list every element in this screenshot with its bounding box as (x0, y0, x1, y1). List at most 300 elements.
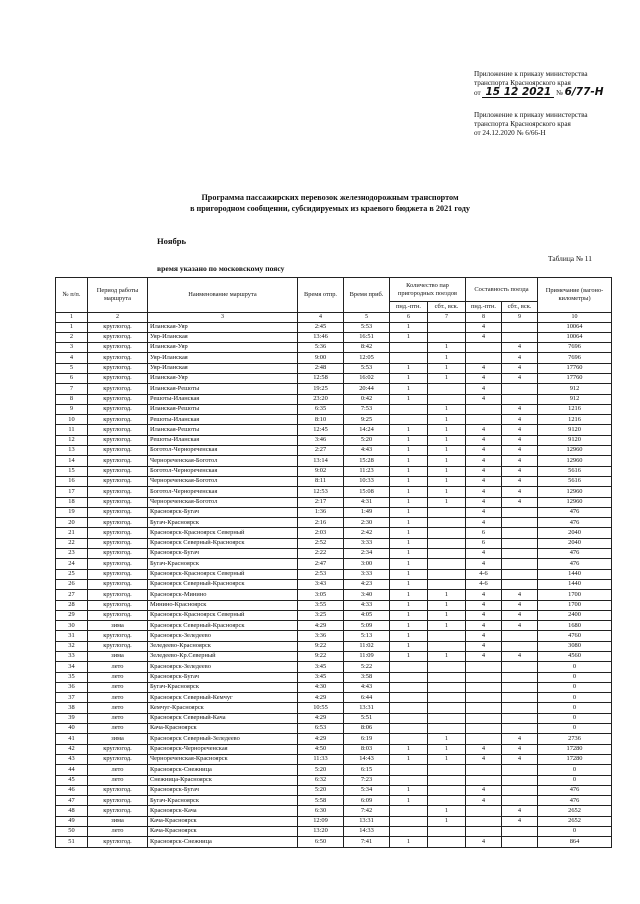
row-pairs-weekend (428, 837, 466, 847)
table-row (56, 610, 612, 620)
table-row (56, 827, 612, 837)
row-route-name: Красноярск-Снежница (148, 837, 298, 847)
table-row (56, 549, 612, 559)
row-comp-weekday: 4 (466, 837, 502, 847)
row-pairs-weekend: 1 (428, 415, 466, 425)
col-header-pairs: Количество пар пригородных поездов (390, 278, 466, 302)
row-number: 37 (56, 693, 88, 703)
column-number: 3 (148, 313, 298, 323)
row-number: 8 (56, 394, 88, 404)
row-note: 2736 (538, 734, 612, 744)
row-comp-weekend: 4 (502, 497, 538, 507)
row-departure: 4:29 (298, 713, 344, 723)
row-pairs-weekday: 1 (390, 744, 428, 754)
row-pairs-weekday (390, 343, 428, 353)
row-comp-weekday (466, 724, 502, 734)
row-pairs-weekday (390, 765, 428, 775)
row-period: лето (88, 682, 148, 692)
row-note: 0 (538, 713, 612, 723)
column-number: 2 (88, 313, 148, 323)
row-number: 4 (56, 353, 88, 363)
table-row (56, 353, 612, 363)
row-route-name: Решоты-Иланская (148, 394, 298, 404)
row-comp-weekend (502, 507, 538, 517)
row-departure: 6:53 (298, 724, 344, 734)
schedule-rows (56, 322, 612, 847)
column-number: 8 (466, 313, 502, 323)
timezone-note: время указано по московскому поясу (157, 264, 285, 273)
row-note: 12960 (538, 456, 612, 466)
row-departure: 2:53 (298, 569, 344, 579)
row-pairs-weekend: 1 (428, 446, 466, 456)
row-arrival: 3:33 (344, 569, 390, 579)
row-arrival: 6:15 (344, 765, 390, 775)
row-period: круглогод. (88, 384, 148, 394)
row-arrival: 4:43 (344, 446, 390, 456)
row-comp-weekend: 4 (502, 435, 538, 445)
row-route-name: Зеледеево-Красноярск (148, 641, 298, 651)
row-pairs-weekday: 1 (390, 549, 428, 559)
row-note: 1440 (538, 579, 612, 589)
row-number: 28 (56, 600, 88, 610)
row-departure: 3:36 (298, 631, 344, 641)
col-header-note: Примечание (вагоно-километры) (538, 278, 612, 313)
row-pairs-weekday: 1 (390, 559, 428, 569)
row-comp-weekday: 4 (466, 621, 502, 631)
row-arrival: 3:00 (344, 559, 390, 569)
row-route-name: Снежница-Красноярск (148, 775, 298, 785)
col-header-name: Наименование маршрута (148, 278, 298, 313)
row-comp-weekday: 4 (466, 363, 502, 373)
row-period: круглогод. (88, 373, 148, 383)
row-comp-weekday: 4-6 (466, 579, 502, 589)
row-pairs-weekday: 1 (390, 837, 428, 847)
row-number: 47 (56, 796, 88, 806)
row-period: круглогод. (88, 631, 148, 641)
row-departure: 1:36 (298, 507, 344, 517)
row-comp-weekend (502, 641, 538, 651)
row-route-name: Красноярск-Минино (148, 590, 298, 600)
row-route-name: Уяр-Иланская (148, 353, 298, 363)
row-departure: 8:10 (298, 415, 344, 425)
row-comp-weekday (466, 343, 502, 353)
row-comp-weekday: 4 (466, 600, 502, 610)
row-departure: 9:02 (298, 466, 344, 476)
row-period: лето (88, 672, 148, 682)
document-title (150, 192, 510, 214)
row-note: 4760 (538, 631, 612, 641)
row-route-name: Уяр-Иланская (148, 363, 298, 373)
row-departure: 3:45 (298, 662, 344, 672)
column-number: 7 (428, 313, 466, 323)
row-arrival: 11:02 (344, 641, 390, 651)
row-route-name: Уяр-Иланская (148, 332, 298, 342)
row-number: 36 (56, 682, 88, 692)
row-route-name: Боготол-Чернореченская (148, 466, 298, 476)
row-pairs-weekday (390, 672, 428, 682)
col-header-comp-weekend: сбт., вск. (502, 302, 538, 313)
table-row (56, 559, 612, 569)
col-header-composition: Составность поезда (466, 278, 538, 302)
table-row (56, 590, 612, 600)
row-comp-weekday: 6 (466, 538, 502, 548)
row-departure: 2:47 (298, 559, 344, 569)
table-row (56, 724, 612, 734)
row-period: лето (88, 765, 148, 775)
row-route-name: Бугач-Красноярск (148, 559, 298, 569)
row-comp-weekend (502, 559, 538, 569)
row-pairs-weekday: 1 (390, 652, 428, 662)
row-period: круглогод. (88, 796, 148, 806)
table-row (56, 415, 612, 425)
appendix-number-prefix: № (556, 89, 563, 97)
appendix-number: 6/77-Н (564, 86, 604, 98)
row-period: круглогод. (88, 744, 148, 754)
row-number: 16 (56, 476, 88, 486)
row-number: 10 (56, 415, 88, 425)
table-row (56, 332, 612, 342)
row-departure: 4:29 (298, 693, 344, 703)
row-comp-weekday (466, 682, 502, 692)
row-pairs-weekend: 1 (428, 466, 466, 476)
row-comp-weekend: 4 (502, 652, 538, 662)
row-number: 43 (56, 754, 88, 764)
row-route-name: Красноярск-Красноярск Северный (148, 569, 298, 579)
row-pairs-weekday: 1 (390, 579, 428, 589)
row-pairs-weekday (390, 353, 428, 363)
row-comp-weekend (502, 579, 538, 589)
row-note: 17760 (538, 373, 612, 383)
row-pairs-weekday (390, 415, 428, 425)
row-number: 7 (56, 384, 88, 394)
row-route-name: Кемчуг-Красноярск (148, 703, 298, 713)
row-comp-weekend: 4 (502, 754, 538, 764)
row-pairs-weekend: 1 (428, 497, 466, 507)
row-departure: 13:14 (298, 456, 344, 466)
row-note: 1216 (538, 415, 612, 425)
row-arrival: 7:23 (344, 775, 390, 785)
table-row (56, 621, 612, 631)
appendix-date-prefix: от (474, 89, 481, 97)
row-number: 15 (56, 466, 88, 476)
column-number: 4 (298, 313, 344, 323)
row-note: 1440 (538, 569, 612, 579)
row-pairs-weekend (428, 641, 466, 651)
table-row (56, 744, 612, 754)
row-comp-weekday (466, 353, 502, 363)
row-comp-weekend (502, 384, 538, 394)
row-departure: 4:29 (298, 734, 344, 744)
row-number: 13 (56, 446, 88, 456)
appendix-date-line (474, 88, 634, 98)
row-comp-weekday: 4 (466, 785, 502, 795)
row-number: 51 (56, 837, 88, 847)
row-departure: 4:29 (298, 621, 344, 631)
row-pairs-weekend (428, 394, 466, 404)
row-arrival: 4:23 (344, 579, 390, 589)
row-route-name: Чернореченская-Боготол (148, 476, 298, 486)
row-number: 49 (56, 816, 88, 826)
row-route-name: Чернореченская-Боготол (148, 497, 298, 507)
row-period: зима (88, 652, 148, 662)
row-comp-weekday: 4 (466, 641, 502, 651)
row-departure: 2:27 (298, 446, 344, 456)
row-note: 476 (538, 559, 612, 569)
row-pairs-weekend (428, 569, 466, 579)
row-comp-weekend (502, 631, 538, 641)
row-route-name: Боготол-Чернореченская (148, 487, 298, 497)
row-arrival: 1:49 (344, 507, 390, 517)
row-pairs-weekend (428, 693, 466, 703)
row-arrival: 3:40 (344, 590, 390, 600)
row-period: круглогод. (88, 518, 148, 528)
row-arrival: 13:31 (344, 703, 390, 713)
row-pairs-weekend (428, 549, 466, 559)
row-comp-weekend (502, 394, 538, 404)
table-row (56, 693, 612, 703)
row-departure: 23:20 (298, 394, 344, 404)
row-period: круглогод. (88, 600, 148, 610)
row-comp-weekday: 4 (466, 652, 502, 662)
table-row (56, 394, 612, 404)
row-departure: 10:55 (298, 703, 344, 713)
row-pairs-weekend (428, 332, 466, 342)
row-pairs-weekday: 1 (390, 569, 428, 579)
row-pairs-weekend: 1 (428, 373, 466, 383)
row-period: лето (88, 703, 148, 713)
row-pairs-weekday: 1 (390, 425, 428, 435)
table-row (56, 373, 612, 383)
row-number: 33 (56, 652, 88, 662)
row-pairs-weekend: 1 (428, 435, 466, 445)
appendix-line: Приложение к приказу министерства (474, 111, 588, 119)
row-route-name: Боготол-Чернореченская (148, 446, 298, 456)
row-number: 48 (56, 806, 88, 816)
schedule-table (55, 277, 612, 848)
row-pairs-weekday (390, 827, 428, 837)
row-comp-weekday: 4 (466, 507, 502, 517)
row-note: 476 (538, 518, 612, 528)
row-pairs-weekend (428, 631, 466, 641)
row-number: 40 (56, 724, 88, 734)
table-row (56, 600, 612, 610)
row-number: 23 (56, 549, 88, 559)
column-number: 6 (390, 313, 428, 323)
row-number: 12 (56, 435, 88, 445)
row-departure: 2:17 (298, 497, 344, 507)
row-period: круглогод. (88, 425, 148, 435)
row-period: круглогод. (88, 785, 148, 795)
row-pairs-weekday (390, 682, 428, 692)
row-number: 35 (56, 672, 88, 682)
row-arrival: 13:31 (344, 816, 390, 826)
row-period: круглогод. (88, 538, 148, 548)
row-number: 27 (56, 590, 88, 600)
row-departure: 3:55 (298, 600, 344, 610)
row-arrival: 8:03 (344, 744, 390, 754)
title-line-1: Программа пассажирских перевозок железнодорожным транспортом (201, 193, 459, 202)
row-pairs-weekday (390, 404, 428, 414)
row-pairs-weekend (428, 682, 466, 692)
row-note: 3080 (538, 641, 612, 651)
row-departure: 6:32 (298, 775, 344, 785)
row-comp-weekend (502, 765, 538, 775)
row-departure: 2:03 (298, 528, 344, 538)
row-departure: 8:11 (298, 476, 344, 486)
row-arrival: 7:41 (344, 837, 390, 847)
row-comp-weekday: 4 (466, 332, 502, 342)
row-pairs-weekday (390, 693, 428, 703)
row-departure: 12:45 (298, 425, 344, 435)
appendix-header-original (474, 111, 634, 138)
row-comp-weekday: 4 (466, 487, 502, 497)
row-comp-weekend: 4 (502, 446, 538, 456)
table-row (56, 734, 612, 744)
row-comp-weekday: 4 (466, 754, 502, 764)
table-row (56, 384, 612, 394)
row-arrival: 10:33 (344, 476, 390, 486)
row-arrival: 9:25 (344, 415, 390, 425)
row-departure: 5:20 (298, 765, 344, 775)
row-period: лето (88, 724, 148, 734)
column-number: 9 (502, 313, 538, 323)
row-comp-weekend (502, 796, 538, 806)
row-route-name: Красноярск Северный-Кемчуг (148, 693, 298, 703)
column-number-row (56, 313, 612, 323)
row-arrival: 6:44 (344, 693, 390, 703)
row-route-name: Иланская-Решоты (148, 425, 298, 435)
row-comp-weekday: 4 (466, 394, 502, 404)
row-comp-weekend (502, 837, 538, 847)
row-departure: 2:45 (298, 322, 344, 332)
row-note: 2040 (538, 528, 612, 538)
row-period: лето (88, 713, 148, 723)
row-arrival: 3:58 (344, 672, 390, 682)
table-row (56, 703, 612, 713)
row-pairs-weekday: 1 (390, 487, 428, 497)
row-pairs-weekend (428, 662, 466, 672)
row-route-name: Красноярск-Снежница (148, 765, 298, 775)
row-arrival: 8:42 (344, 343, 390, 353)
row-arrival: 6:09 (344, 796, 390, 806)
row-route-name: Кача-Красноярск (148, 816, 298, 826)
table-row (56, 641, 612, 651)
row-departure: 12:58 (298, 373, 344, 383)
row-pairs-weekday: 1 (390, 518, 428, 528)
row-period: круглогод. (88, 610, 148, 620)
row-comp-weekend: 4 (502, 373, 538, 383)
row-comp-weekend: 4 (502, 590, 538, 600)
row-comp-weekend (502, 538, 538, 548)
row-comp-weekend (502, 775, 538, 785)
row-comp-weekend (502, 569, 538, 579)
row-period: круглогод. (88, 497, 148, 507)
row-number: 2 (56, 332, 88, 342)
row-arrival: 5:22 (344, 662, 390, 672)
row-note: 10064 (538, 332, 612, 342)
row-comp-weekday (466, 816, 502, 826)
row-departure: 3:25 (298, 610, 344, 620)
row-period: круглогод. (88, 487, 148, 497)
row-number: 6 (56, 373, 88, 383)
row-note: 9120 (538, 425, 612, 435)
table-row (56, 569, 612, 579)
row-arrival: 12:05 (344, 353, 390, 363)
row-arrival: 14:33 (344, 827, 390, 837)
row-pairs-weekday: 1 (390, 785, 428, 795)
row-comp-weekend: 4 (502, 816, 538, 826)
table-row (56, 466, 612, 476)
row-route-name: Чернореченская-Красноярск (148, 754, 298, 764)
row-arrival: 5:34 (344, 785, 390, 795)
row-note: 0 (538, 765, 612, 775)
row-number: 1 (56, 322, 88, 332)
row-pairs-weekday (390, 662, 428, 672)
row-pairs-weekday (390, 724, 428, 734)
row-route-name: Красноярск-Красноярск Северный (148, 610, 298, 620)
row-departure: 5:58 (298, 796, 344, 806)
row-departure: 5:20 (298, 785, 344, 795)
row-route-name: Зеледеево-Кр.Северный (148, 652, 298, 662)
table-row (56, 775, 612, 785)
row-arrival: 7:53 (344, 404, 390, 414)
table-row (56, 446, 612, 456)
row-period: круглогод. (88, 559, 148, 569)
row-comp-weekend (502, 322, 538, 332)
row-pairs-weekday: 1 (390, 373, 428, 383)
row-period: круглогод. (88, 476, 148, 486)
row-route-name: Чернореченская-Боготол (148, 456, 298, 466)
row-pairs-weekday: 1 (390, 446, 428, 456)
table-row (56, 785, 612, 795)
row-number: 26 (56, 579, 88, 589)
row-pairs-weekday: 1 (390, 394, 428, 404)
row-route-name: Решоты-Иланская (148, 415, 298, 425)
table-row (56, 816, 612, 826)
row-pairs-weekend: 1 (428, 621, 466, 631)
row-number: 3 (56, 343, 88, 353)
row-period: круглогод. (88, 363, 148, 373)
row-comp-weekend (502, 703, 538, 713)
row-period: лето (88, 827, 148, 837)
column-number: 5 (344, 313, 390, 323)
table-row (56, 497, 612, 507)
row-period: лето (88, 775, 148, 785)
row-period: круглогод. (88, 549, 148, 559)
row-comp-weekday: 4 (466, 476, 502, 486)
row-pairs-weekend (428, 703, 466, 713)
row-note: 2652 (538, 816, 612, 826)
row-period: круглогод. (88, 353, 148, 363)
row-comp-weekend (502, 827, 538, 837)
row-note: 9120 (538, 435, 612, 445)
row-pairs-weekday: 1 (390, 332, 428, 342)
row-comp-weekend: 4 (502, 363, 538, 373)
row-pairs-weekend (428, 796, 466, 806)
row-arrival: 15:08 (344, 487, 390, 497)
row-route-name: Красноярск Северный-Красноярск (148, 579, 298, 589)
row-route-name: Красноярск Северный-Кача (148, 713, 298, 723)
row-note: 864 (538, 837, 612, 847)
row-arrival: 5:53 (344, 363, 390, 373)
row-number: 25 (56, 569, 88, 579)
row-period: круглогод. (88, 641, 148, 651)
row-note: 0 (538, 693, 612, 703)
row-pairs-weekend (428, 538, 466, 548)
row-period: круглогод. (88, 466, 148, 476)
row-note: 17280 (538, 744, 612, 754)
row-route-name: Красноярск-Бугач (148, 785, 298, 795)
